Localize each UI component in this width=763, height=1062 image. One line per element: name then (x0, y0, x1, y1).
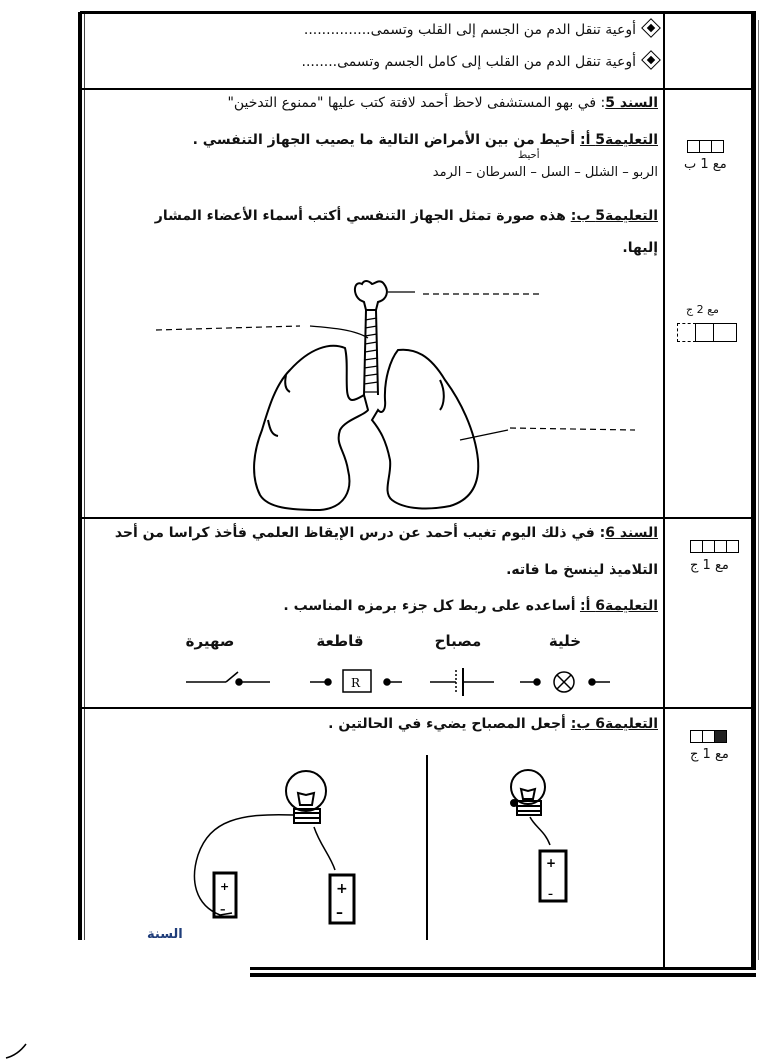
divider-section6b (82, 707, 753, 709)
component-label-lamp: مصباح (434, 632, 482, 650)
cases-divider (426, 755, 428, 940)
mark-label-6b: مع 1 ج (690, 747, 729, 762)
bottom-border-double (250, 973, 756, 977)
diamond-bullet-icon (641, 50, 661, 70)
q6b-text: أجعل المصباح يضيء في الحالتين . (328, 716, 566, 732)
component-label-switch: قاطعة (316, 632, 364, 650)
cell-symbol (430, 668, 494, 696)
circuit-case-1 (180, 765, 380, 935)
vessel-item-2 (302, 52, 658, 70)
divider-section6 (82, 517, 753, 519)
divider-section5 (82, 88, 753, 90)
sanad5 (227, 95, 658, 111)
diamond-bullet-icon (641, 18, 661, 38)
sanad6-label: السند 6 (605, 525, 658, 541)
stray-label: السنة (147, 927, 183, 942)
q5b (155, 208, 658, 224)
q6a-label: التعليمة6 أ: (579, 598, 658, 614)
q5a-label: التعليمة5 أ: (579, 132, 658, 148)
svg-text:+: + (546, 856, 557, 870)
sanad6-line2: التلاميذ لينسخ ما فاته. (506, 562, 658, 578)
q5a (193, 132, 658, 148)
svg-text:–: – (220, 903, 226, 916)
mark-label-5b: مع 2 ج (686, 303, 719, 316)
resistor-R-text: R (351, 676, 361, 690)
mark-boxes-6b (691, 730, 727, 743)
q6b (328, 716, 658, 732)
q6a-text: أساعده على ربط كل جزء برمزه المناسب . (283, 598, 576, 614)
open-switch-symbol (186, 672, 270, 685)
mark-label-6a: مع 1 ج (690, 558, 729, 573)
mark-boxes-5a (688, 140, 724, 153)
frame-top-border (80, 11, 756, 14)
wire-3 (530, 817, 550, 845)
q6a (283, 598, 658, 614)
respiratory-system-diagram (140, 270, 660, 515)
q5b-label: التعليمة5 ب: (570, 208, 658, 224)
frame-right-thin-border (758, 20, 759, 960)
svg-text:+: + (220, 880, 230, 893)
vessel-item-text: أوعية تنقل الدم من الجسم إلى القلب وتسمى............... (303, 22, 636, 38)
q5b-text: هذه صورة تمثل الجهاز التنفسي أكتب أسماء الأعضاء المشار (154, 208, 566, 224)
marks-column-divider (663, 14, 665, 969)
component-label-cell: خلية (548, 632, 582, 650)
frame-left-inner-border (84, 14, 85, 940)
svg-text:–: – (548, 889, 553, 900)
q5a-correction: أحيط (518, 150, 540, 161)
lamp-symbol (520, 672, 610, 692)
larynx-shape (355, 281, 387, 310)
right-lung-shape (372, 350, 478, 509)
stray-mark (2, 1040, 32, 1062)
disease-list: الربو – الشلل – السل – السرطان – الرمد (432, 165, 658, 180)
sanad6-text: : في ذلك اليوم تغيب أحمد عن درس الإيقاظ العلمي فأخذ كراسا من أحد (114, 525, 606, 541)
mark-boxes-6a (691, 540, 739, 553)
vessel-item-1 (304, 20, 658, 38)
sanad5-label: السند 5 (605, 95, 658, 111)
mark-boxes-5b (678, 323, 737, 342)
svg-text:+: + (336, 881, 348, 897)
wire-1 (194, 815, 294, 915)
frame-left-border (78, 12, 82, 940)
wire-2 (314, 827, 335, 870)
label-line-lung (510, 428, 635, 430)
q5a-text: أحيط من بين الأمراض التالية ما يصيب الجهاز التنفسي . (192, 132, 576, 148)
mark-label-5a: مع 1 ب (684, 157, 727, 172)
left-lung-shape (254, 346, 368, 510)
circuit-case-2 (490, 765, 590, 925)
sanad6 (115, 525, 658, 541)
q5b-line2: إليها. (622, 240, 658, 256)
label-line-trachea (156, 326, 300, 330)
component-label-fuse: صهيرة (185, 632, 235, 650)
frame-right-border (751, 12, 756, 970)
svg-text:–: – (336, 905, 343, 921)
q6b-label: التعليمة6 ب: (570, 716, 658, 732)
sanad5-text: : في بهو المستشفى لاحظ أحمد لافتة كتب عليها "ممنوع التدخين" (227, 95, 606, 111)
vessel-item-text: أوعية تنقل الدم من القلب إلى كامل الجسم وتسمى........ (301, 54, 636, 70)
bottom-border (250, 967, 756, 970)
circuit-symbols (180, 662, 620, 696)
